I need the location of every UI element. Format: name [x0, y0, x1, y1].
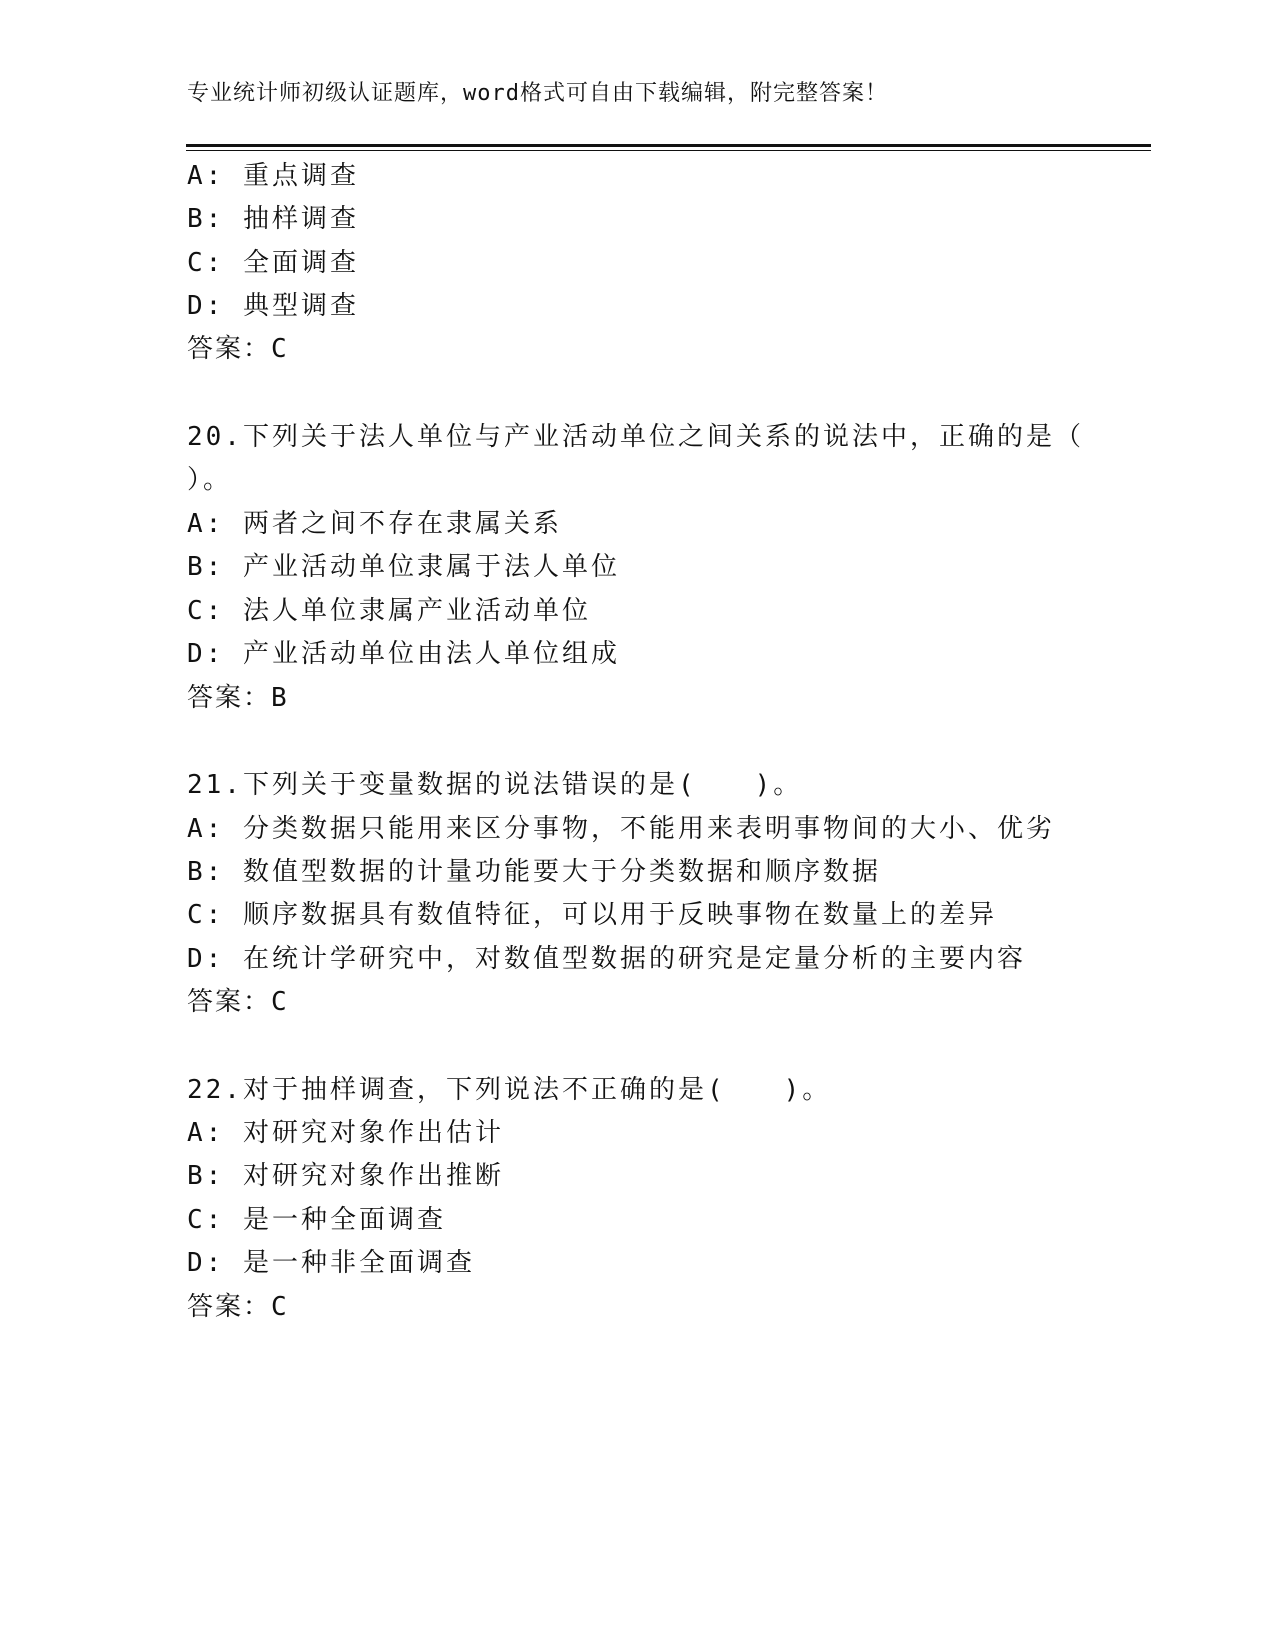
option-d: D: 是一种非全面调查: [187, 1248, 475, 1278]
option-b: B: 产业活动单位隶属于法人单位: [187, 552, 620, 582]
option-d: D: 产业活动单位由法人单位组成: [187, 639, 620, 669]
option-b: B: 抽样调查: [187, 204, 359, 234]
question-stem: 22.对于抽样调查，下列说法不正确的是( )。: [187, 1075, 832, 1105]
option-a: A: 对研究对象作出估计: [187, 1118, 504, 1148]
header-divider: [186, 144, 1151, 147]
question-stem: 21.下列关于变量数据的说法错误的是( )。: [187, 770, 803, 800]
option-c: C: 顺序数据具有数值特征，可以用于反映事物在数量上的差异: [187, 900, 997, 930]
answer: 答案：C: [187, 334, 289, 364]
option-a: A: 两者之间不存在隶属关系: [187, 509, 562, 539]
option-c: C: 法人单位隶属产业活动单位: [187, 596, 591, 626]
question-stem: 20.下列关于法人单位与产业活动单位之间关系的说法中，正确的是（: [187, 422, 1084, 452]
header-divider-thin: [186, 150, 1151, 151]
question-stem-continued: ）。: [187, 465, 233, 495]
option-b: B: 数值型数据的计量功能要大于分类数据和顺序数据: [187, 857, 881, 887]
answer: 答案：B: [187, 683, 289, 713]
option-b: B: 对研究对象作出推断: [187, 1161, 504, 1191]
option-a: A: 重点调查: [187, 161, 359, 191]
answer: 答案：C: [187, 987, 289, 1017]
page-header: 专业统计师初级认证题库，word格式可自由下载编辑，附完整答案！: [187, 81, 888, 106]
option-c: C: 全面调查: [187, 248, 359, 278]
option-c: C: 是一种全面调查: [187, 1205, 446, 1235]
option-d: D: 典型调查: [187, 291, 359, 321]
answer: 答案：C: [187, 1292, 289, 1322]
option-a: A: 分类数据只能用来区分事物，不能用来表明事物间的大小、优劣: [187, 814, 1055, 844]
option-d: D: 在统计学研究中，对数值型数据的研究是定量分析的主要内容: [187, 944, 1026, 974]
